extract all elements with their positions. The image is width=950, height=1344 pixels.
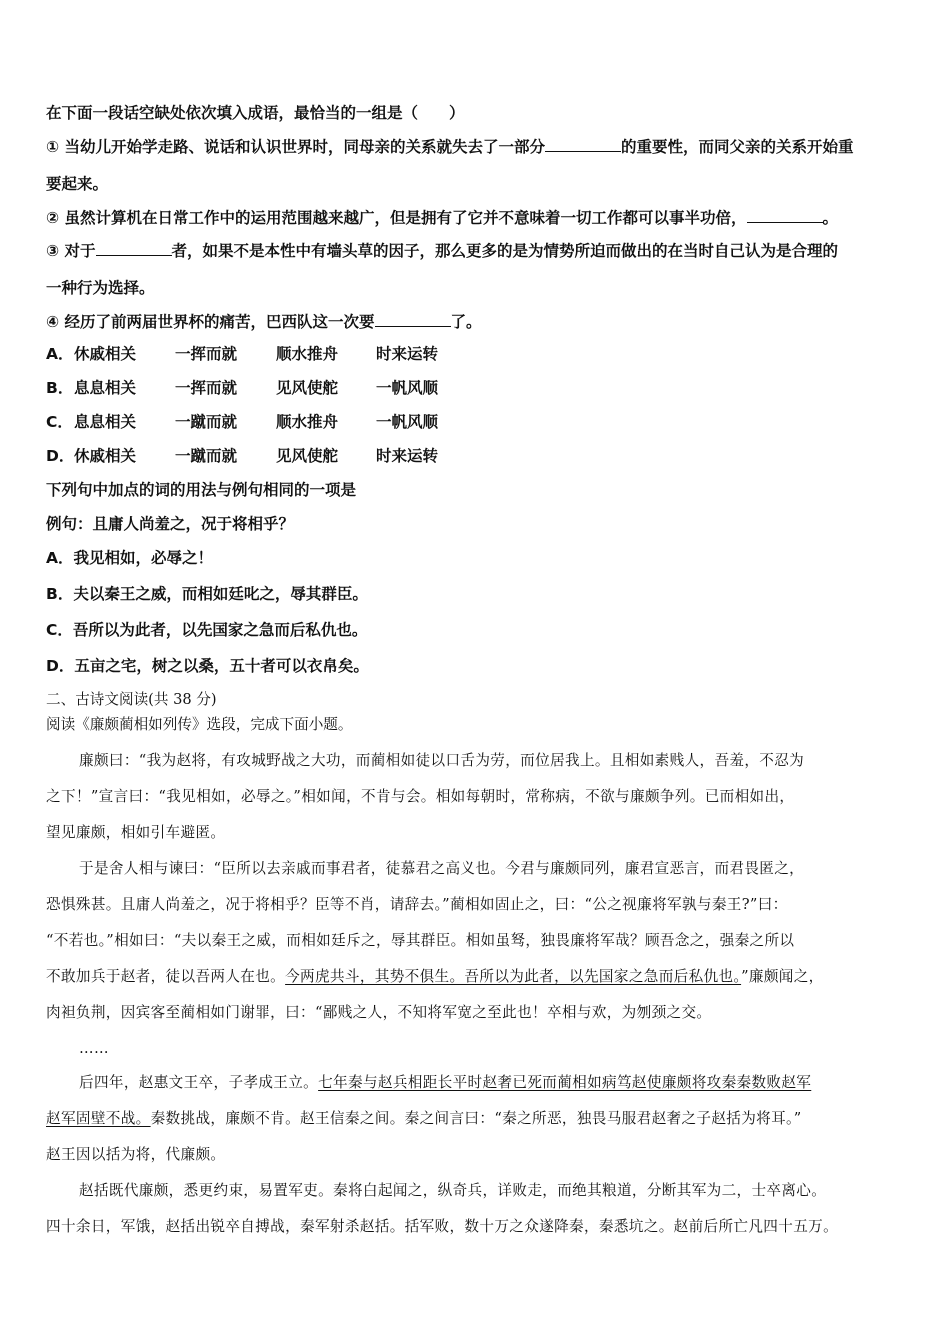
passage-text: ”廉颇闻之， [741,968,824,985]
sentence-text: ③ 对于 [46,242,96,260]
underlined-sentence: 今两虎共斗，其势不俱生。吾所以为此者，以先国家之急而后私仇也。 [285,968,742,985]
passage-line: “不若也。”相如曰：“夫以秦王之威，而相如廷斥之，辱其群臣。相如虽驽，独畏廉将军哉？顾吾念之，强秦之所以 [46,932,795,949]
question-1-sentence-2 [46,207,838,228]
option-word: 时来运转 [376,447,439,465]
question-1-sentence-3-cont: 一种行为选择。 [46,279,155,297]
passage-line: 赵王因以括为将，代廉颇。 [46,1146,226,1163]
passage-line [46,967,824,987]
question-2-option-b[interactable]: B．夫以秦王之威，而相如廷叱之，辱其群臣。 [46,585,368,603]
sentence-text: 了。 [450,313,482,331]
option-word: 一蹴而就 [175,447,238,465]
question-1-sentence-1-cont: 要起来。 [46,175,109,193]
question-2-option-c[interactable]: C．吾所以为此者，以先国家之急而后私仇也。 [46,621,368,639]
option-label: A． [46,345,74,363]
underlined-sentence: 赵军固壁不战。 [46,1110,151,1127]
fill-blank [96,240,172,256]
underlined-sentence: 七年秦与赵兵相距长平时赵奢已死而蔺相如病笃赵使廉颇将攻秦秦数败赵军 [318,1074,812,1091]
option-word: 见风使舵 [276,379,339,397]
question-1-sentence-4 [46,311,482,332]
passage-line: 赵括既代廉颇，悉更约束，易置军吏。秦将白起闻之，纵奇兵，详败走，而绝其粮道，分断其军为二，士卒离心。 [79,1182,827,1199]
option-word: 一挥而就 [175,379,238,397]
option-word: 见风使舵 [276,447,339,465]
sentence-text: 。 [822,209,839,227]
question-2-option-d[interactable]: D．五亩之宅，树之以桑，五十者可以衣帛矣。 [46,657,369,675]
sentence-text: 者，如果不是本性中有墙头草的因子，那么更多的是为情势所迫而做出的在当时自己认为是合理的 [171,242,839,260]
option-word: 顺水推舟 [276,345,339,363]
passage-text: 秦数挑战，廉颇不肯。赵王信秦之间。秦之间言曰：“秦之所恶，独畏马服君赵奢之子赵括为将耳。” [150,1110,802,1127]
option-label: C． [46,413,73,431]
option-word: 一帆风顺 [376,413,439,431]
sentence-text: ② 虽然计算机在日常工作中的运用范围越来越广，但是拥有了它并不意味着一切工作都可以事半功倍， [46,209,747,227]
passage-line [79,1073,811,1093]
option-word: 一挥而就 [175,345,238,363]
option-word: 一蹴而就 [175,413,238,431]
section-intro: 阅读《廉颇蔺相如列传》选段，完成下面小题。 [46,716,353,733]
fill-blank [747,207,823,223]
passage-ellipsis: …… [79,1040,109,1057]
sentence-text: ④ 经历了前两届世界杯的痛苦，巴西队这一次要 [46,313,375,331]
question-2-stem: 下列句中加点的词的用法与例句相同的一项是 [46,481,357,499]
section-heading: 二、古诗文阅读(共 38 分) [46,691,217,708]
option-word: 一帆风顺 [376,379,439,397]
passage-line: 望见廉颇，相如引车避匿。 [46,824,226,841]
passage-line: 四十余日，军饿，赵括出锐卒自搏战，秦军射杀赵括。括军败，数十万之众遂降秦，秦悉坑之。赵前后所亡凡四十五万。 [46,1218,839,1235]
option-label: B． [46,379,74,397]
question-1-sentence-1 [46,136,854,157]
option-word: 息息相关 [74,413,137,431]
option-word: 休戚相关 [74,345,137,363]
question-1-sentence-3 [46,240,838,261]
passage-line: 于是舍人相与谏曰：“臣所以去亲戚而事君者，徒慕君之高义也。今君与廉颇同列，廉君宣恶言，而君畏匿之， [79,860,805,877]
option-word: 休戚相关 [74,447,137,465]
question-2-example: 例句：且庸人尚羞之，况于将相乎？ [46,515,295,533]
sentence-text: 的重要性，而同父亲的关系开始重 [621,138,854,156]
passage-line [46,1109,802,1129]
passage-line: 之下！”宣言曰：“我见相如，必辱之。”相如闻，不肯与会。相如每朝时，常称病，不欲与廉颇争列。已而相如出， [46,788,795,805]
sentence-text: ① 当幼儿开始学走路、说话和认识世界时，同母亲的关系就失去了一部分 [46,138,546,156]
passage-text: 后四年，赵惠文王卒，子孝成王立。 [79,1074,319,1091]
option-label: D． [46,447,75,465]
passage-line: 恐惧殊甚。且庸人尚羞之，况于将相乎？臣等不肖，请辞去。”蔺相如固止之，曰：“公之视廉将军孰与秦王?”曰： [46,896,788,913]
fill-blank [375,311,451,327]
question-1-stem: 在下面一段话空缺处依次填入成语，最恰当的一组是（ ） [46,104,465,122]
option-word: 顺水推舟 [276,413,339,431]
question-2-option-a[interactable]: A．我见相如，必辱之！ [46,549,213,567]
passage-line: 肉袒负荆，因宾客至蔺相如门谢罪，曰：“鄙贱之人，不知将军宽之至此也！卒相与欢，为刎颈之交。 [46,1004,712,1021]
option-word: 时来运转 [376,345,439,363]
passage-text: 不敢加兵于赵者，徒以吾两人在也。 [46,968,286,985]
fill-blank [545,136,621,152]
option-word: 息息相关 [74,379,137,397]
passage-line: 廉颇曰：“我为赵将，有攻城野战之大功，而蔺相如徒以口舌为劳，而位居我上。且相如素贱人，吾羞，不忍为 [79,752,805,769]
